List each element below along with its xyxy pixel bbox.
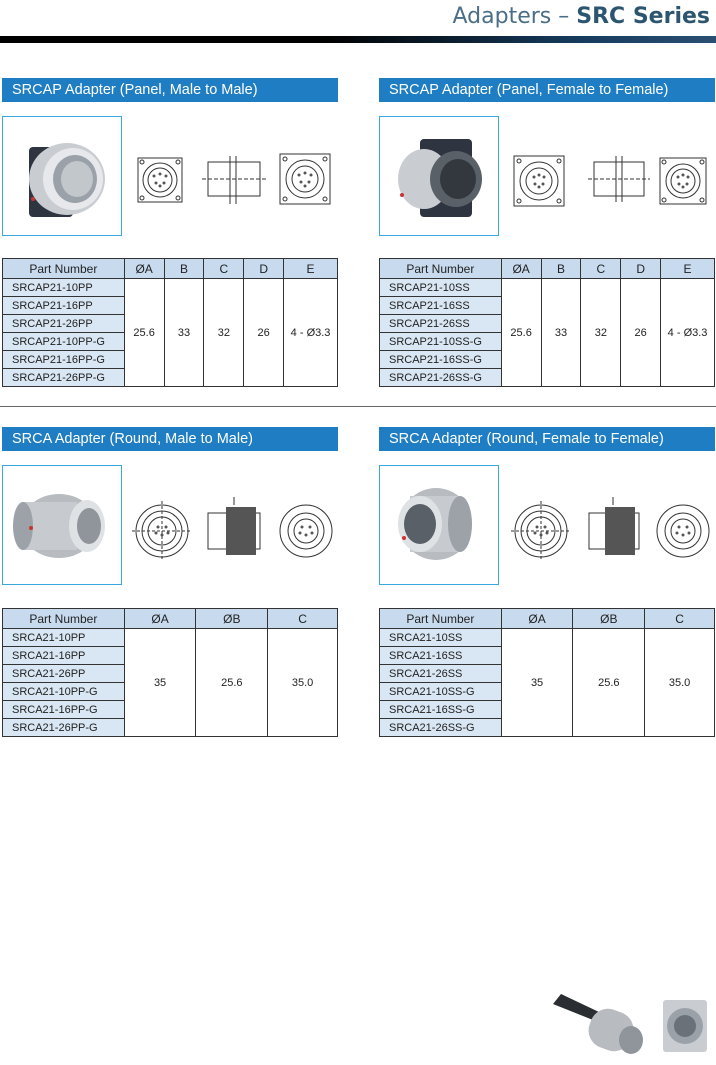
part-number: SRCAP21-10PP: [3, 279, 125, 297]
col-header: Part Number: [3, 259, 125, 279]
col-header: ØA: [124, 259, 164, 279]
value-cell: 25.6: [124, 279, 164, 387]
product-photo-round-male: [2, 465, 122, 585]
col-header: ØB: [573, 609, 645, 629]
section-title: SRCA Adapter (Round, Female to Female): [379, 427, 715, 451]
dimension-drawing: [507, 491, 715, 571]
header-bar: [0, 36, 716, 43]
part-number: SRCAP21-10PP-G: [3, 333, 125, 351]
section-title: SRCA Adapter (Round, Male to Male): [2, 427, 338, 451]
value-cell: 35: [124, 629, 196, 737]
table-header-row: [380, 259, 715, 279]
product-photo-panel-female: [379, 116, 499, 236]
col-header: C: [268, 609, 338, 629]
part-number: SRCA21-10SS-G: [380, 683, 502, 701]
section-srca-male: [2, 427, 338, 737]
part-number: SRCAP21-10SS: [380, 279, 502, 297]
table-row: [380, 279, 715, 297]
value-cell: 32: [581, 279, 621, 387]
spec-table: [379, 608, 715, 737]
section-srca-female: [379, 427, 715, 737]
table-header-row: [380, 609, 715, 629]
corner-product-photo: [553, 990, 713, 1060]
part-number: SRCA21-26PP: [3, 665, 125, 683]
col-header: Part Number: [3, 609, 125, 629]
col-header: C: [204, 259, 244, 279]
dimension-drawing: [130, 491, 338, 571]
col-header: ØA: [124, 609, 196, 629]
value-cell: 4 - Ø3.3: [661, 279, 715, 387]
spec-table: [379, 258, 715, 387]
part-number: SRCA21-10PP: [3, 629, 125, 647]
col-header: C: [581, 259, 621, 279]
value-cell: 26: [244, 279, 284, 387]
spec-table: [2, 258, 338, 387]
part-number: SRCA21-26PP-G: [3, 719, 125, 737]
table-row: [3, 279, 338, 297]
table-row: [3, 629, 338, 647]
table-row: [380, 629, 715, 647]
part-number: SRCA21-16SS: [380, 647, 502, 665]
col-header: ØA: [501, 259, 541, 279]
table-header-row: [3, 609, 338, 629]
col-header: D: [621, 259, 661, 279]
col-header: ØA: [501, 609, 573, 629]
spec-table: [2, 608, 338, 737]
part-number: SRCAP21-26SS-G: [380, 369, 502, 387]
value-cell: 33: [541, 279, 581, 387]
col-header: E: [284, 259, 338, 279]
col-header: E: [661, 259, 715, 279]
section-divider: [0, 406, 716, 407]
part-number: SRCAP21-16PP-G: [3, 351, 125, 369]
table-header-row: [3, 259, 338, 279]
col-header: C: [645, 609, 715, 629]
part-number: SRCA21-26SS: [380, 665, 502, 683]
page-title-light: Adapters –: [452, 4, 577, 29]
value-cell: 35.0: [645, 629, 715, 737]
value-cell: 25.6: [501, 279, 541, 387]
value-cell: 25.6: [573, 629, 645, 737]
product-photo-panel-male: [2, 116, 122, 236]
value-cell: 33: [164, 279, 204, 387]
part-number: SRCAP21-26PP: [3, 315, 125, 333]
value-cell: 35: [501, 629, 573, 737]
part-number: SRCAP21-10SS-G: [380, 333, 502, 351]
page-title: [453, 4, 711, 29]
part-number: SRCAP21-26PP-G: [3, 369, 125, 387]
dimension-drawing: [504, 146, 714, 220]
section-title: SRCAP Adapter (Panel, Male to Male): [2, 78, 338, 102]
part-number: SRCA21-16SS-G: [380, 701, 502, 719]
col-header: Part Number: [380, 609, 502, 629]
part-number: SRCAP21-16PP: [3, 297, 125, 315]
section-title: SRCAP Adapter (Panel, Female to Female): [379, 78, 715, 102]
part-number: SRCAP21-26SS: [380, 315, 502, 333]
part-number: SRCA21-26SS-G: [380, 719, 502, 737]
col-header: B: [164, 259, 204, 279]
value-cell: 35.0: [268, 629, 338, 737]
part-number: SRCA21-16PP-G: [3, 701, 125, 719]
part-number: SRCAP21-16SS: [380, 297, 502, 315]
value-cell: 32: [204, 279, 244, 387]
part-number: SRCA21-10PP-G: [3, 683, 125, 701]
dimension-drawing: [132, 148, 337, 218]
col-header: ØB: [196, 609, 268, 629]
part-number: SRCA21-10SS: [380, 629, 502, 647]
part-number: SRCAP21-16SS-G: [380, 351, 502, 369]
part-number: SRCA21-16PP: [3, 647, 125, 665]
col-header: D: [244, 259, 284, 279]
value-cell: 25.6: [196, 629, 268, 737]
col-header: B: [541, 259, 581, 279]
value-cell: 4 - Ø3.3: [284, 279, 338, 387]
section-srcap-female: [379, 78, 715, 388]
col-header: Part Number: [380, 259, 502, 279]
value-cell: 26: [621, 279, 661, 387]
product-photo-round-female: [379, 465, 499, 585]
section-srcap-male: [2, 78, 338, 388]
page-title-bold: SRC Series: [576, 4, 710, 29]
